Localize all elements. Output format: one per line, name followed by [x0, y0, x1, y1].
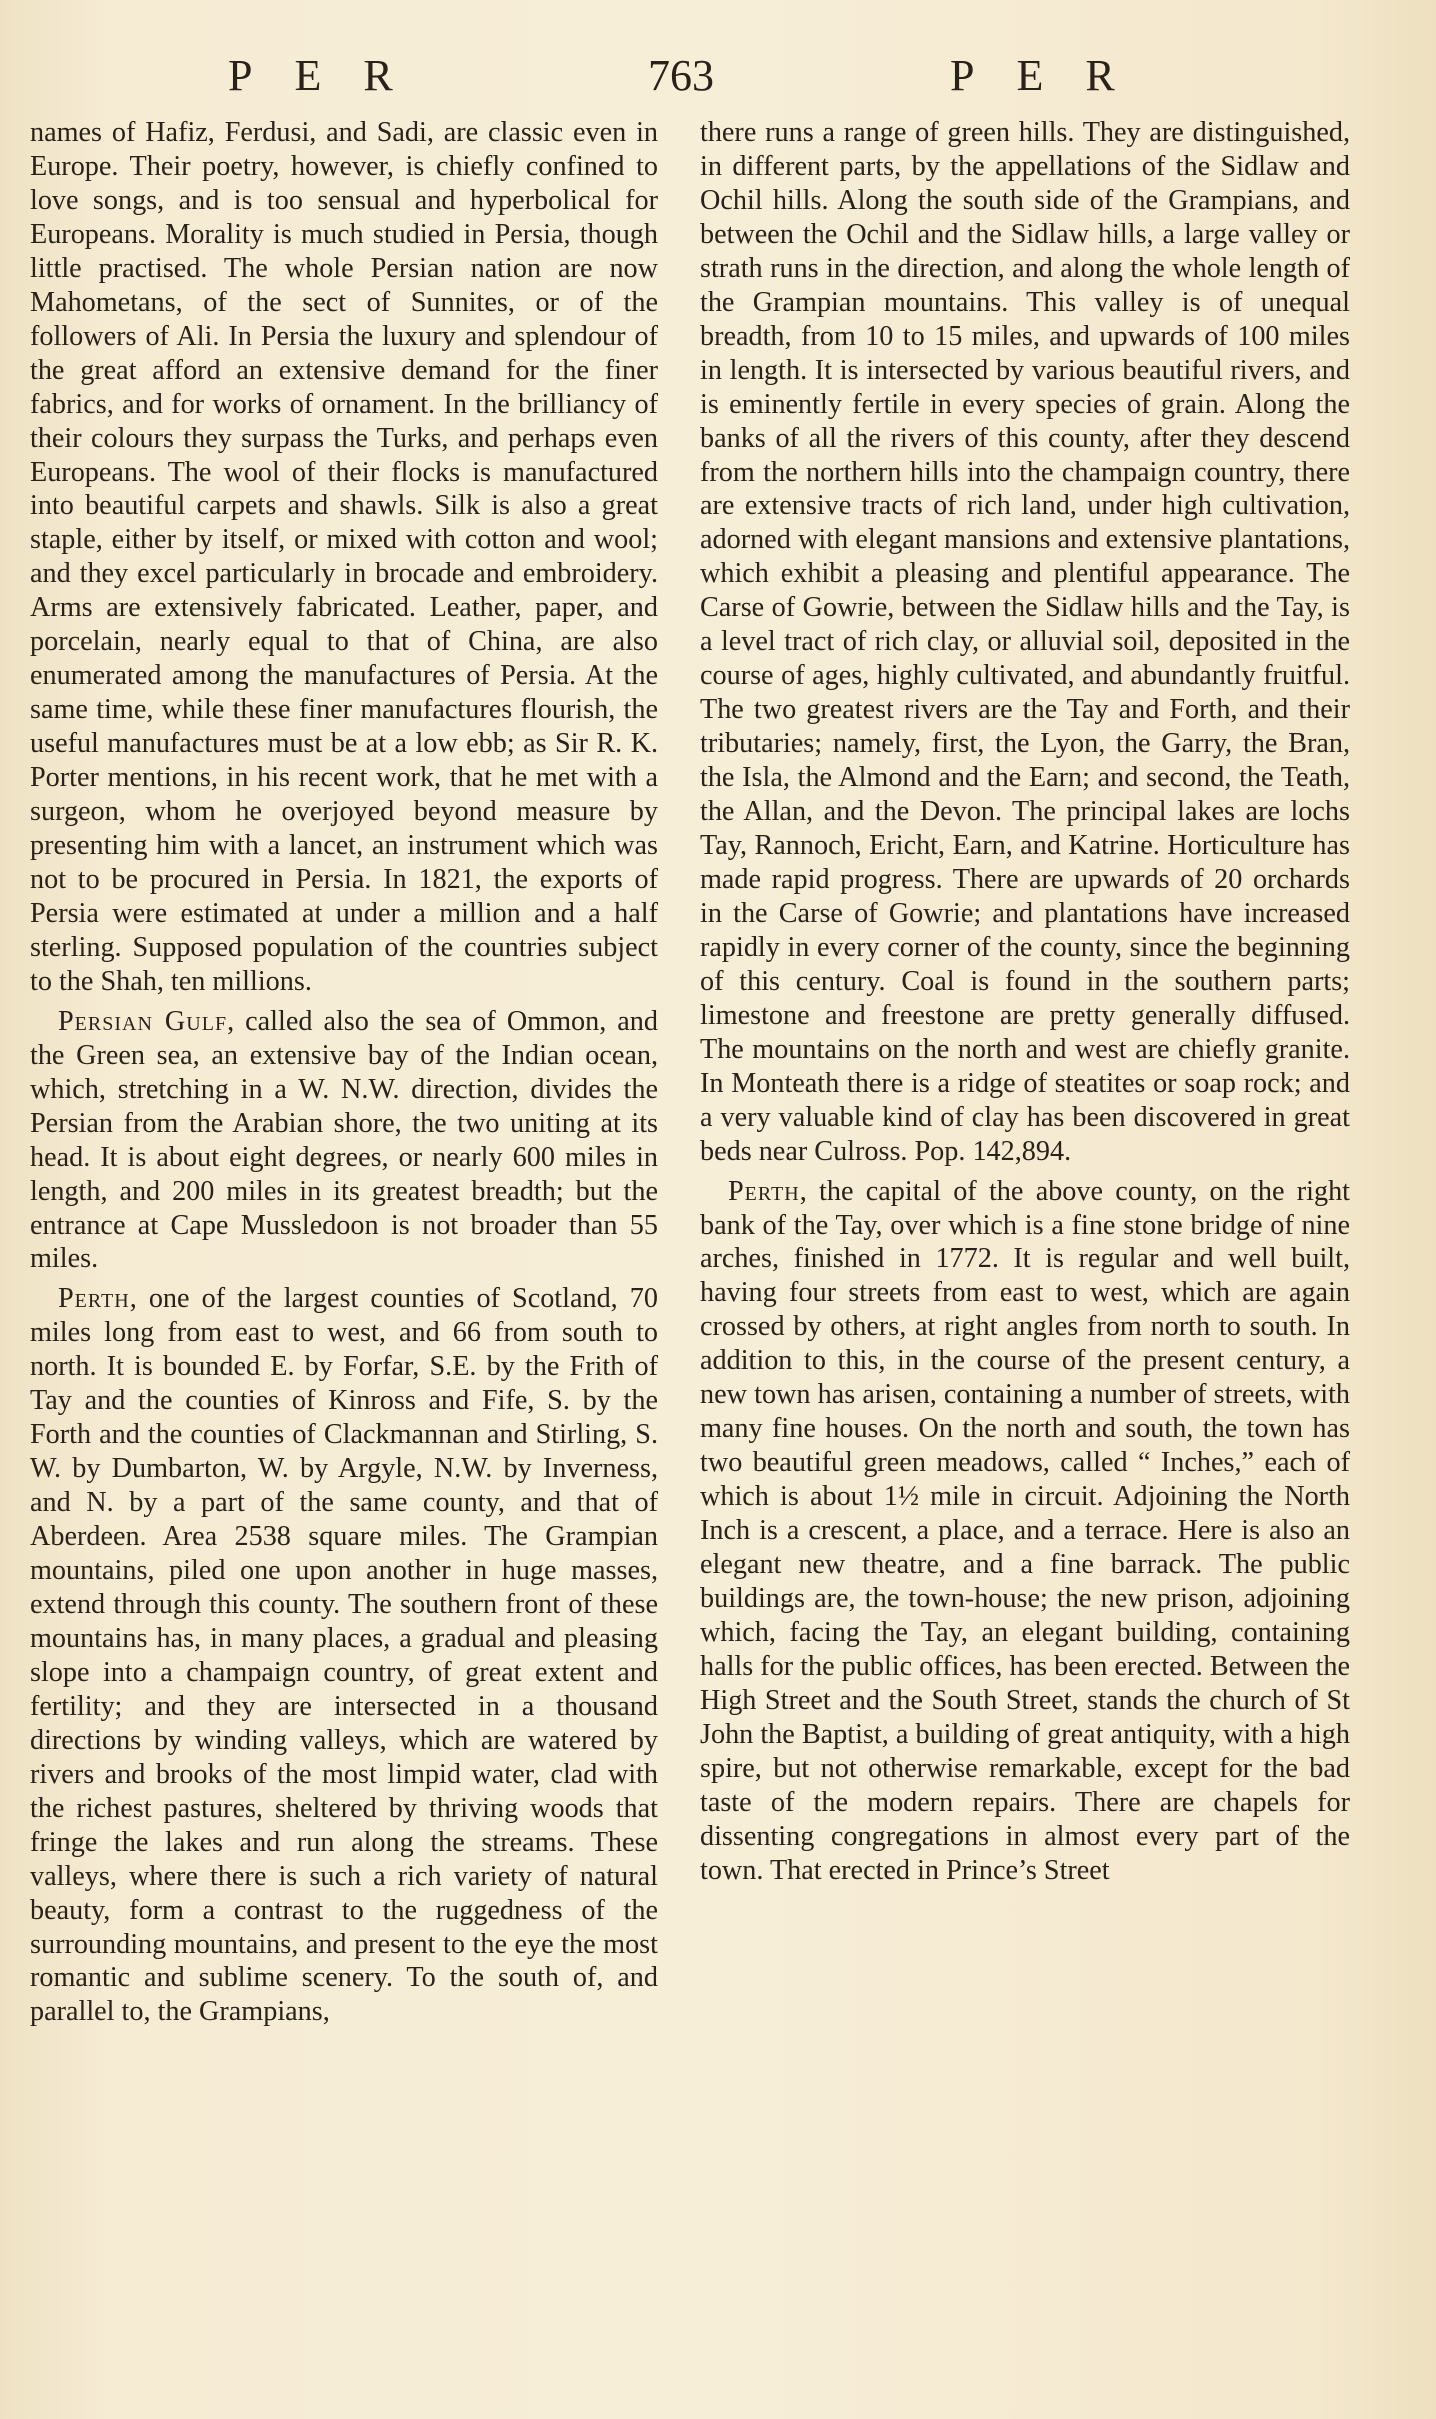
entry-perth-county [30, 1282, 658, 2029]
entry-text: , one of the largest counties of Scotland, 70 miles long from east to west, and 66 from south to north. It is bounded E. by Forfar, S.E. by the Frith of Tay and the counties of Kinross and Fife, S. by the Forth and the counties of Clackmannan and Stirling, S. W. by Dumbarton, W. by Argyle, N.W. by Inverness, and N. by a part of the same county, and that of Aberdeen. Area 2538 square miles. The Grampian mountains, piled one upon another in huge masses, extend through this county. The southern front of these mountains has, in many places, a gradual and pleasing slope into a champaign country, of great extent and fertility; and they are intersected in a thousand directions by winding valleys, which are watered by rivers and brooks of the most limpid water, clad with the richest pastures, sheltered by thriving woods that fringe the lakes and run along the streams. These valleys, where there is such a rich variety of natural beauty, form a contrast to the ruggedness of the surrounding mountains, and present to the eye the most romantic and sublime scenery. To the south of, and parallel to, the Grampians, [30, 1283, 658, 2028]
left-column [30, 116, 658, 2029]
page-number: 763 [648, 51, 714, 100]
running-head [0, 50, 1436, 110]
entry-perth-town [700, 1175, 1350, 1888]
entry-headword: Perth [58, 1283, 130, 1315]
entry-text: , called also the sea of Ommon, and the Green sea, an extensive bay of the Indian ocean, which, stretching in a W. N.W. direction, divides the Persian from the Arabian shore, the two uniting at its head. It is about eight degrees, or nearly 600 miles in length, and 200 miles in its greatest breadth; but the entrance at Cape Mussledoon is not broader than 55 miles. [30, 1005, 658, 1275]
entry-text: , the capital of the above county, on the right bank of the Tay, over which is a fine stone bridge of nine arches, finished in 1772. It is regular and well built, having four streets from east to west, which are again crossed by others, at right angles from north to south. In addition to this, in the course of the present century, a new town has arisen, containing a number of streets, with many fine houses. On the north and south, the town has two beautiful green meadows, called “ Inches,” each of which is about 1½ mile in circuit. Adjoining the North Inch is a crescent, a place, and a terrace. Here is also an elegant new theatre, and a fine barrack. The public buildings are, the town-house; the new prison, adjoining which, facing the Tay, an elegant building, containing halls for the public offices, has been erected. Between the High Street and the South Street, stands the church of St John the Baptist, a building of great antiquity, with a high spire, but not otherwise remarkable, except for the bad taste of the modern repairs. There are chapels for dissenting congregations in almost every part of the town. That erected in Prince’s Street [700, 1175, 1350, 1886]
entry-headword: Persian Gulf [58, 1005, 228, 1037]
running-head-left: PER [228, 51, 435, 100]
running-head-right: PER [950, 51, 1157, 100]
entry-persian-gulf [30, 1005, 658, 1277]
persia-continuation-paragraph: names of Hafiz, Ferdusi, and Sadi, are classic even in Europe. Their poetry, however, is chiefly confined to love songs, and is too sensual and hyperbolical for Europeans. Morality is much studied in Persia, though little practised. The whole Persian nation are now Mahometans, of the sect of Sunnites, or of the followers of Ali. In Persia the luxury and splendour of the great afford an extensive demand for the finer fabrics, and for works of ornament. In the brilliancy of their colours they surpass the Turks, and perhaps even Europeans. The wool of their flocks is manufactured into beautiful carpets and shawls. Silk is also a great staple, either by itself, or mixed with cotton and wool; and they excel particularly in brocade and embroidery. Arms are extensively fabricated. Leather, paper, and porcelain, nearly equal to that of China, are also enumerated among the manufactures of Persia. At the same time, while these finer manufactures flourish, the useful manufactures must be at a low ebb; as Sir R. K. Porter mentions, in his recent work, that he met with a surgeon, whom he overjoyed beyond measure by presenting him with a lancet, an instrument which was not to be procured in Persia. In 1821, the exports of Persia were estimated at under a million and a half sterling. Supposed population of the countries subject to the Shah, ten millions. [30, 117, 658, 997]
entry-headword: Perth [728, 1175, 800, 1207]
right-column [700, 116, 1350, 1888]
perth-county-continuation-paragraph: there runs a range of green hills. They are distinguished, in different parts, by the appellations of the Sidlaw and Ochil hills. Along the south side of the Grampians, and between the Ochil and the Sidlaw hills, a large valley or strath runs in the direction, and along the whole length of the Grampian mountains. This valley is of unequal breadth, from 10 to 15 miles, and upwards of 100 miles in length. It is intersected by various beautiful rivers, and is eminently fertile in every species of grain. Along the banks of all the rivers of this county, after they descend from the northern hills into the champaign country, there are extensive tracts of rich land, under high cultivation, adorned with elegant mansions and extensive plantations, which exhibit a pleasing and plentiful appearance. The Carse of Gowrie, between the Sidlaw hills and the Tay, is a level tract of rich clay, or alluvial soil, deposited in the course of ages, highly cultivated, and abundantly fruitful. The two greatest rivers are the Tay and Forth, and their tributaries; namely, first, the Lyon, the Garry, the Bran, the Isla, the Almond and the Earn; and second, the Teath, the Allan, and the Devon. The principal lakes are lochs Tay, Rannoch, Ericht, Earn, and Katrine. Horticulture has made rapid progress. There are upwards of 20 orchards in the Carse of Gowrie; and plantations have increased rapidly in every corner of the county, since the beginning of this century. Coal is found in the southern parts; limestone and freestone are pretty generally diffused. The mountains on the north and west are chiefly granite. In Monteath there is a ridge of steatites or soap rock; and a very valuable kind of clay has been discovered in great beds near Culross. Pop. 142,894. [700, 117, 1350, 1167]
